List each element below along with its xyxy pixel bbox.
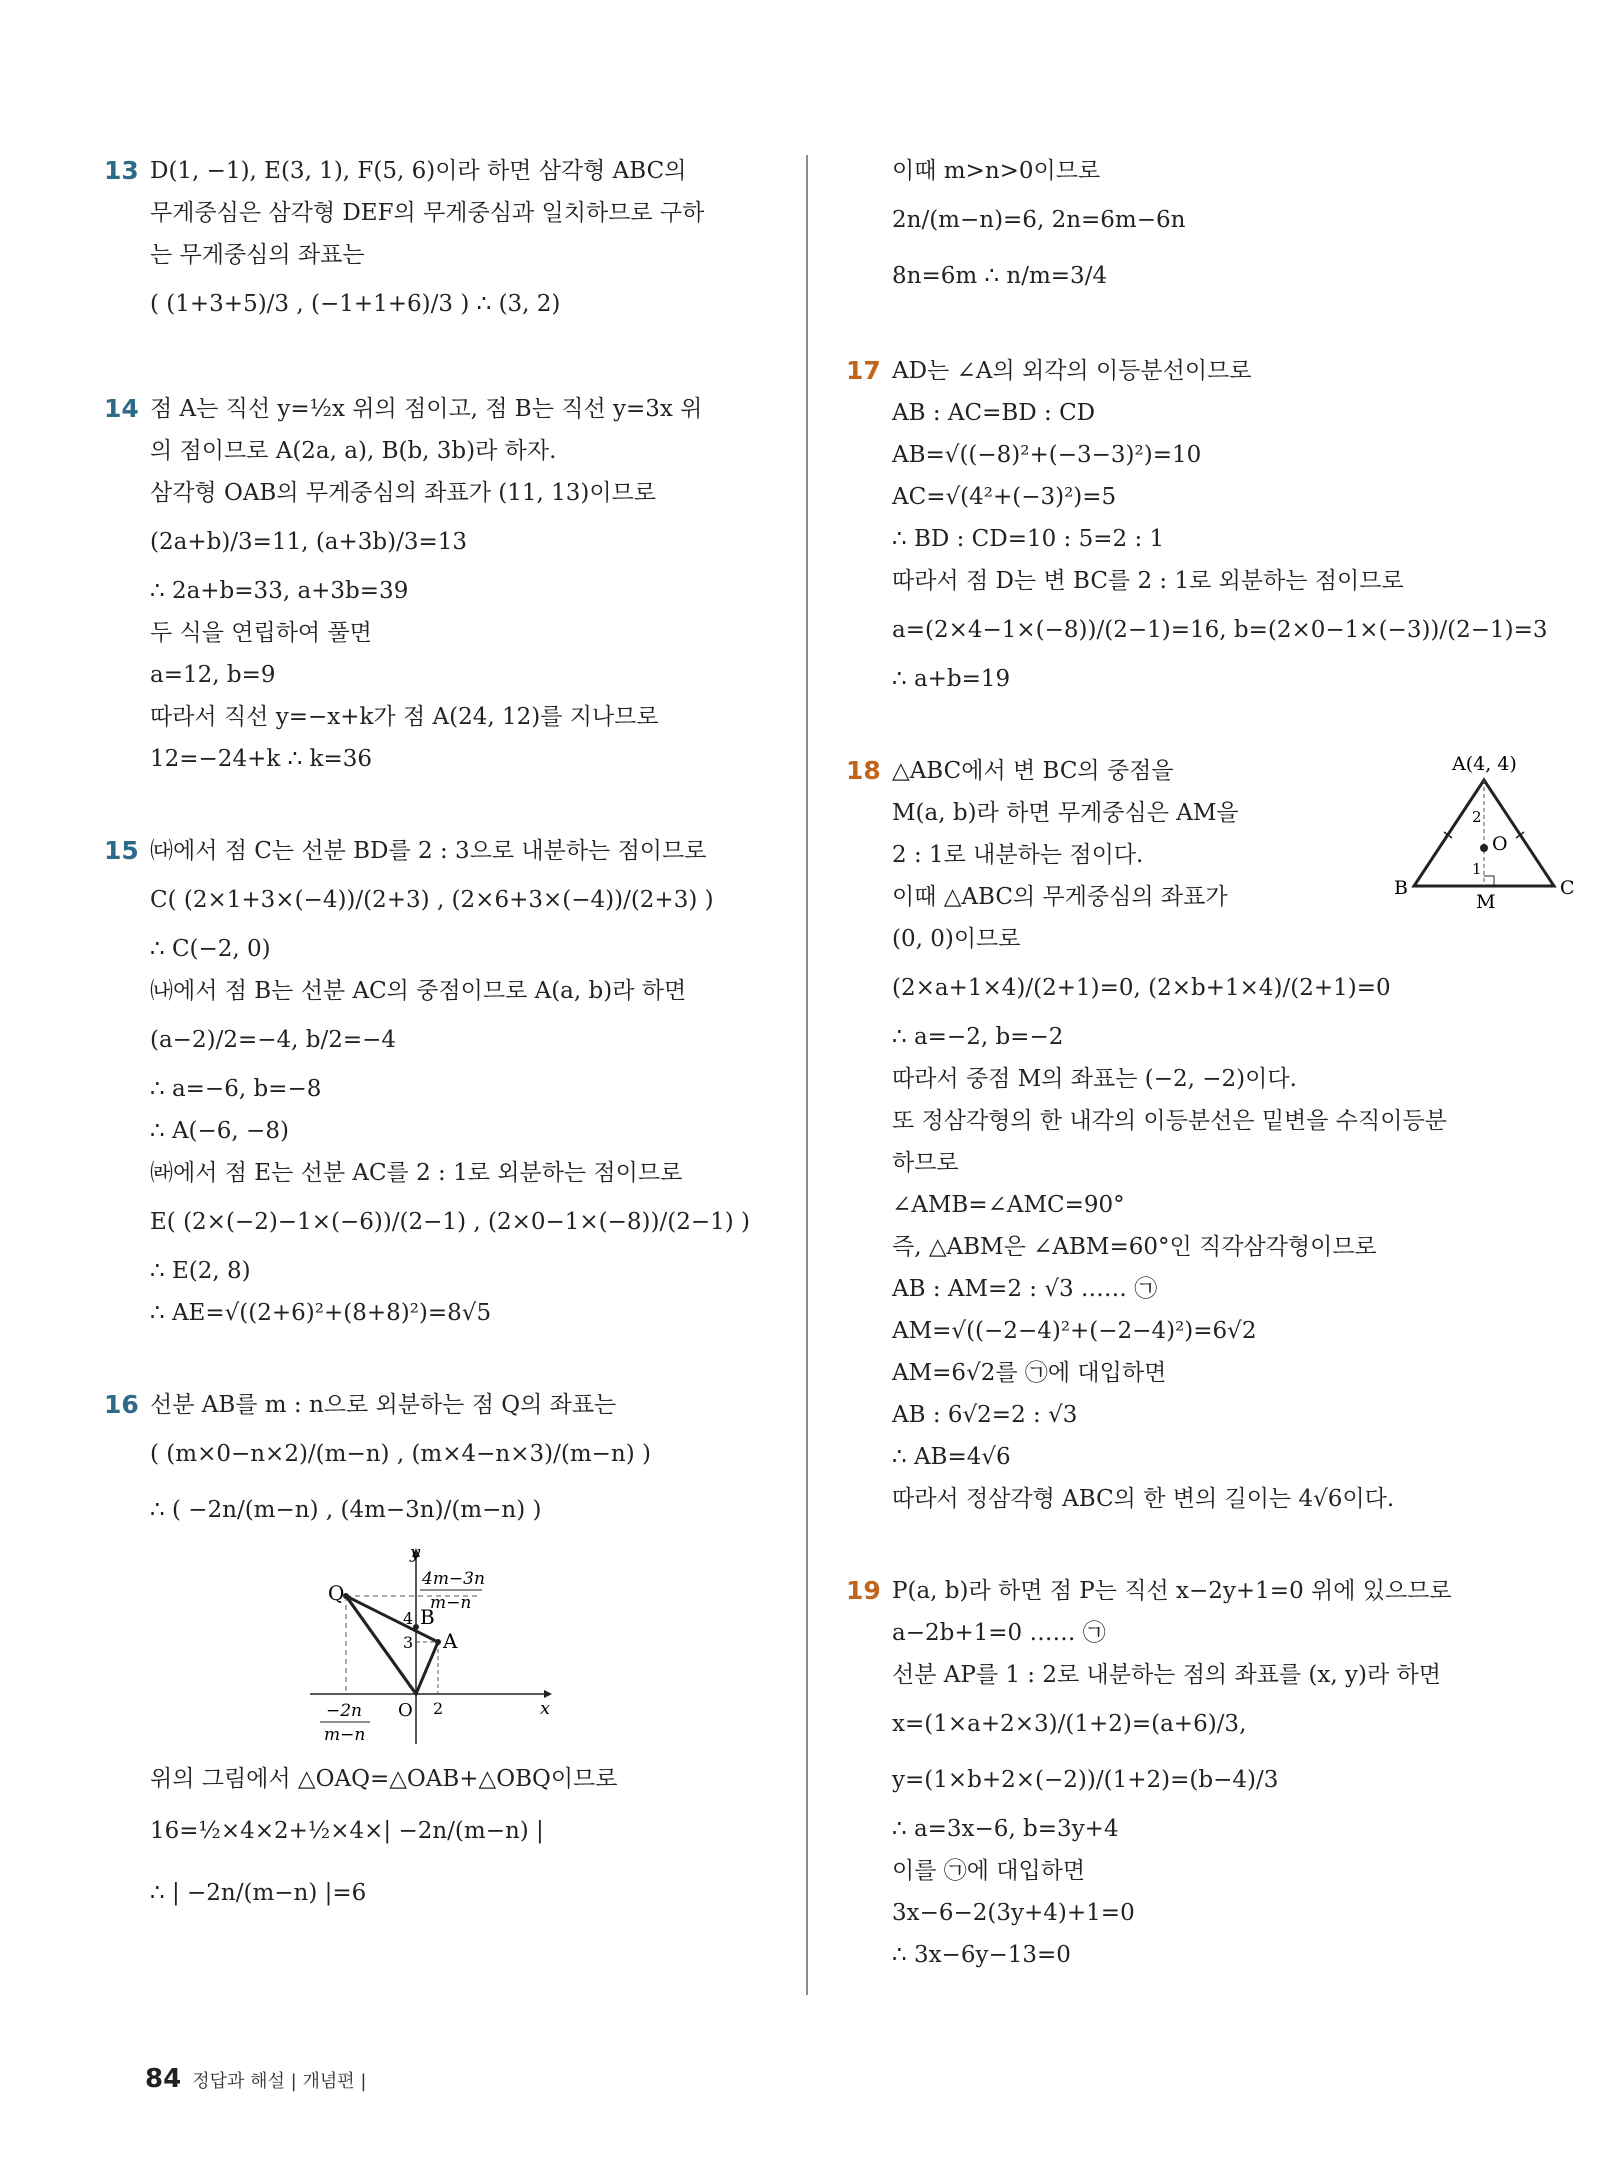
problem-number: 19 bbox=[846, 1576, 881, 1605]
problem-number: 16 bbox=[104, 1390, 139, 1419]
text-line: AM=6√2를 ㉠에 대입하면 bbox=[892, 1360, 1167, 1386]
ratio-2-label: 2 bbox=[1472, 808, 1482, 826]
formula-line: E( (2×(−2)−1×(−6))/(2−1) , (2×0−1×(−8))/(2−1) ) bbox=[150, 1209, 750, 1235]
text-line: AC=√(4²+(−3)²)=5 bbox=[892, 484, 1117, 510]
text-line: a=12, b=9 bbox=[150, 662, 276, 688]
problem-16 bbox=[104, 1384, 820, 1924]
coordinate-figure bbox=[150, 1544, 820, 1754]
text-line: ∴ BD : CD=10 : 5=2 : 1 bbox=[892, 526, 1165, 552]
q-y-denominator: m−n bbox=[430, 1593, 472, 1613]
text-line: ∴ 2a+b=33, a+3b=39 bbox=[150, 578, 409, 604]
left-column bbox=[104, 150, 820, 1974]
x-axis-label: x bbox=[540, 1698, 551, 1719]
text-line: P(a, b)라 하면 점 P는 직선 x−2y+1=0 위에 있으므로 bbox=[892, 1578, 1452, 1604]
text-line: 따라서 정삼각형 ABC의 한 변의 길이는 4√6이다. bbox=[892, 1486, 1395, 1512]
text-line: ∴ AE=√((2+6)²+(8+8)²)=8√5 bbox=[150, 1300, 492, 1326]
formula-line: (2×a+1×4)/(2+1)=0, (2×b+1×4)/(2+1)=0 bbox=[892, 975, 1391, 1001]
formula-line: ( (1+3+5)/3 , (−1+1+6)/3 ) ∴ (3, 2) bbox=[150, 291, 561, 317]
problem-15 bbox=[104, 830, 820, 1334]
text-line: 이를 ㉠에 대입하면 bbox=[892, 1858, 1086, 1884]
text-line: 즉, △ABM은 ∠ABM=60°인 직각삼각형이므로 bbox=[892, 1234, 1377, 1260]
text-line: AB : AC=BD : CD bbox=[892, 400, 1096, 426]
midpoint-m-label: M bbox=[1476, 891, 1496, 913]
triangle-svg bbox=[1392, 750, 1592, 930]
centroid-o-label: O bbox=[1492, 833, 1508, 855]
vertex-a-label: A(4, 4) bbox=[1452, 753, 1517, 775]
text-line: 12=−24+k ∴ k=36 bbox=[150, 746, 373, 772]
text-line: M(a, b)라 하면 무게중심은 AM을 bbox=[892, 800, 1239, 826]
text-line: 따라서 중점 M의 좌표는 (−2, −2)이다. bbox=[892, 1066, 1297, 1092]
formula-line: ∴ ( −2n/(m−n) , (4m−3n)/(m−n) ) bbox=[150, 1497, 542, 1523]
problem-number: 13 bbox=[104, 156, 139, 185]
text-line: ∴ A(−6, −8) bbox=[150, 1118, 289, 1144]
problem-13 bbox=[104, 150, 820, 332]
formula-line: ∴ | −2n/(m−n) |=6 bbox=[150, 1880, 367, 1906]
text-line: 따라서 점 D는 변 BC를 2 : 1로 외분하는 점이므로 bbox=[892, 568, 1404, 594]
problem-number: 18 bbox=[846, 756, 881, 785]
point-b bbox=[413, 1624, 419, 1630]
text-line: 하므로 bbox=[892, 1150, 959, 1176]
text-line: △ABC에서 변 BC의 중점을 bbox=[892, 758, 1174, 784]
text-line: ∴ 3x−6y−13=0 bbox=[892, 1942, 1071, 1968]
text-line: a−2b+1=0 …… ㉠ bbox=[892, 1620, 1106, 1646]
q-label: Q bbox=[328, 1581, 345, 1605]
q-y-numerator: 4m−3n bbox=[422, 1569, 485, 1589]
page-footer bbox=[145, 2064, 366, 2094]
text-line: ∠AMB=∠AMC=90° bbox=[892, 1192, 1125, 1218]
origin-label: O bbox=[398, 1700, 413, 1721]
footer-text: 정답과 해설 | 개념편 | bbox=[192, 2071, 367, 2092]
text-line: 의 점이므로 A(2a, a), B(b, 3b)라 하자. bbox=[150, 438, 557, 464]
text-line: (0, 0)이므로 bbox=[892, 926, 1021, 952]
text-line: 는 무게중심의 좌표는 bbox=[150, 242, 365, 268]
text-line: 3x−6−2(3y+4)+1=0 bbox=[892, 1900, 1135, 1926]
right-column bbox=[846, 150, 1575, 2026]
text-line: ∴ E(2, 8) bbox=[150, 1258, 251, 1284]
page-number: 84 bbox=[145, 2064, 182, 2094]
text-line: 선분 AP를 1 : 2로 내분하는 점의 좌표를 (x, y)라 하면 bbox=[892, 1662, 1441, 1688]
text-line: AB=√((−8)²+(−3−3)²)=10 bbox=[892, 442, 1202, 468]
formula-line: 8n=6m ∴ n/m=3/4 bbox=[892, 263, 1108, 289]
formula-line: 16=½×4×2+½×4×| −2n/(m−n) | bbox=[150, 1818, 544, 1844]
text-line: ∴ C(−2, 0) bbox=[150, 936, 271, 962]
vertex-b-label: B bbox=[1394, 877, 1408, 899]
text-line: ∴ a+b=19 bbox=[892, 666, 1011, 692]
text-line: 이때 m>n>0이므로 bbox=[892, 158, 1101, 184]
vertex-c-label: C bbox=[1560, 877, 1575, 899]
problem-number: 15 bbox=[104, 836, 139, 865]
problem-number: 14 bbox=[104, 394, 139, 423]
point-a bbox=[435, 1639, 441, 1645]
coordinate-svg bbox=[290, 1544, 690, 1754]
text-line: ㈑에서 점 E는 선분 AC를 2 : 1로 외분하는 점이므로 bbox=[150, 1160, 683, 1186]
text-line: AB : AM=2 : √3 …… ㉠ bbox=[892, 1276, 1158, 1302]
text-line: 따라서 직선 y=−x+k가 점 A(24, 12)를 지나므로 bbox=[150, 704, 659, 730]
y-axis-label: y bbox=[410, 1544, 421, 1563]
text-line: ∴ a=−2, b=−2 bbox=[892, 1024, 1064, 1050]
problem-18 bbox=[846, 750, 1575, 1520]
q-x-numerator: −2n bbox=[326, 1701, 363, 1721]
problem-16-continued bbox=[892, 150, 1562, 304]
ratio-1-label: 1 bbox=[1472, 860, 1482, 878]
centroid-point bbox=[1480, 844, 1488, 852]
a-label: A bbox=[443, 1629, 458, 1653]
text-line: D(1, −1), E(3, 1), F(5, 6)이라 하면 삼각형 ABC의 bbox=[150, 158, 687, 184]
q-x-denominator: m−n bbox=[324, 1725, 366, 1745]
text-line: 이때 △ABC의 무게중심의 좌표가 bbox=[892, 884, 1228, 910]
formula-line: y=(1×b+2×(−2))/(1+2)=(b−4)/3 bbox=[892, 1767, 1279, 1793]
formula-line: x=(1×a+2×3)/(1+2)=(a+6)/3, bbox=[892, 1711, 1247, 1737]
text-line: ㈏에서 점 B는 선분 AC의 중점이므로 A(a, b)라 하면 bbox=[150, 978, 687, 1004]
text-line: ㈐에서 점 C는 선분 BD를 2 : 3으로 내분하는 점이므로 bbox=[150, 838, 707, 864]
text-line: 또 정삼각형의 한 내각의 이등분선은 밑변을 수직이등분 bbox=[892, 1108, 1447, 1134]
tick-4-label: 4 bbox=[403, 1609, 414, 1628]
text-line: 위의 그림에서 △OAQ=△OAB+△OBQ이므로 bbox=[150, 1766, 618, 1792]
text-line: 삼각형 OAB의 무게중심의 좌표가 (11, 13)이므로 bbox=[150, 480, 656, 506]
problem-19 bbox=[846, 1570, 1562, 1976]
text-line: AB : 6√2=2 : √3 bbox=[892, 1402, 1078, 1428]
text-line: 2 : 1로 내분하는 점이다. bbox=[892, 842, 1144, 868]
problem-number: 17 bbox=[846, 356, 881, 385]
text-line: ∴ AB=4√6 bbox=[892, 1444, 1011, 1470]
text-line: 선분 AB를 m : n으로 외분하는 점 Q의 좌표는 bbox=[150, 1392, 617, 1418]
formula-line: C( (2×1+3×(−4))/(2+3) , (2×6+3×(−4))/(2+3) ) bbox=[150, 887, 714, 913]
formula-line: a=(2×4−1×(−8))/(2−1)=16, b=(2×0−1×(−3))/(2−1)=3 bbox=[892, 617, 1548, 643]
text-line: 무게중심은 삼각형 DEF의 무게중심과 일치하므로 구하 bbox=[150, 200, 705, 226]
formula-line: (a−2)/2=−4, b/2=−4 bbox=[150, 1027, 397, 1053]
text-line: ∴ a=3x−6, b=3y+4 bbox=[892, 1816, 1119, 1842]
text-line: AD는 ∠A의 외각의 이등분선이므로 bbox=[892, 358, 1252, 384]
tick-2-label: 2 bbox=[433, 1699, 444, 1718]
formula-line: ( (m×0−n×2)/(m−n) , (m×4−n×3)/(m−n) ) bbox=[150, 1441, 651, 1467]
text-line: 두 식을 연립하여 풀면 bbox=[150, 620, 372, 646]
x-axis-arrow bbox=[544, 1690, 552, 1698]
problem-14 bbox=[104, 388, 820, 780]
b-label: B bbox=[420, 1605, 435, 1629]
text-line: 점 A는 직선 y=½x 위의 점이고, 점 B는 직선 y=3x 위 bbox=[150, 396, 703, 422]
formula-line: (2a+b)/3=11, (a+3b)/3=13 bbox=[150, 529, 468, 555]
text-line: ∴ a=−6, b=−8 bbox=[150, 1076, 322, 1102]
text-line: AM=√((−2−4)²+(−2−4)²)=6√2 bbox=[892, 1318, 1257, 1344]
formula-line: 2n/(m−n)=6, 2n=6m−6n bbox=[892, 207, 1186, 233]
triangle-figure bbox=[1392, 750, 1592, 930]
tick-3-label: 3 bbox=[403, 1633, 414, 1652]
problem-17 bbox=[846, 350, 1562, 700]
